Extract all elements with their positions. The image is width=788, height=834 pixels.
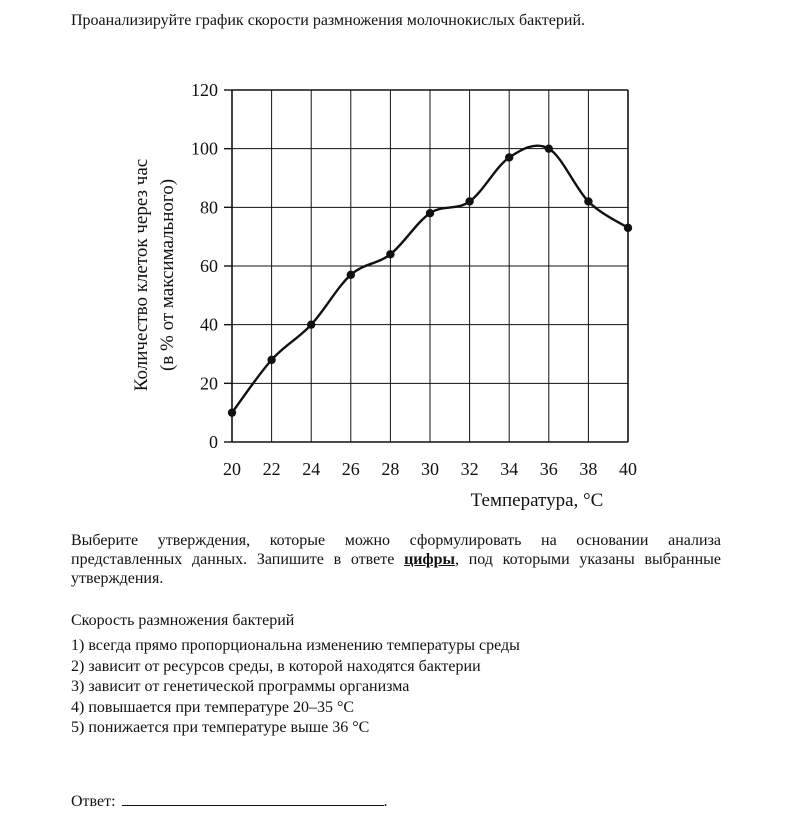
data-point [545,144,553,152]
option-2: 2) зависит от ресурсов среды, в которой находятся бактерии [71,657,481,675]
data-point [584,197,592,205]
task-intro: Проанализируйте график скорости размножения молочнокислых бактерий. [71,12,586,29]
data-point [465,197,473,205]
x-tick-label: 28 [381,459,400,479]
y-tick-label: 40 [200,314,218,335]
y-tick-label: 120 [191,80,218,100]
x-tick-label: 34 [500,459,519,479]
x-tick-label: 36 [539,459,558,479]
y-tick-label: 0 [209,432,218,452]
chart-ticks [191,80,637,479]
chart-grid [224,90,628,442]
task-instruction [71,531,721,588]
x-tick-label: 24 [302,459,321,479]
growth-chart [0,70,788,520]
options-list [71,636,520,739]
instruction-text-1: Выберите утверждения, которые можно сформулировать на основании анализа представленных данных. Запишите в ответе [71,532,721,568]
y-tick-label: 80 [200,197,218,218]
instruction-text-2: , под которыми указаны выбранные утверждения. [71,551,721,587]
y-axis-label-line2: (в % от максимального) [157,178,178,372]
data-point [307,320,315,328]
option-1: 1) всегда прямо пропорциональна изменению температуры среды [71,637,520,654]
x-axis-label: Температура, °C [470,490,604,511]
data-point [426,209,434,217]
option-5: 5) понижается при температуре выше 36 °C [71,719,370,736]
data-point [386,250,394,258]
question-stem: Скорость размножения бактерий [71,612,295,629]
x-tick-label: 32 [460,459,479,479]
x-tick-label: 26 [341,459,360,479]
data-point [347,271,355,279]
y-axis-label-line1: Количество клеток через час [131,158,152,392]
data-point [505,153,513,161]
x-tick-label: 40 [619,459,637,479]
data-point [267,356,275,364]
y-tick-label: 20 [200,373,218,394]
x-tick-label: 38 [579,459,598,479]
answer-end: . [383,793,388,810]
option-4: 4) повышается при температуре 20–35 °C [71,698,355,716]
answer-row [71,789,388,812]
y-tick-label: 100 [191,138,218,159]
y-tick-label: 60 [200,256,218,276]
option-3: 3) зависит от генетической программы организма [71,678,410,695]
data-point [624,224,632,232]
x-tick-label: 30 [421,459,439,479]
answer-label: Ответ: [71,793,116,810]
instruction-bold-word: цифры [404,551,455,568]
data-point [228,408,236,416]
x-tick-label: 20 [223,459,241,479]
x-tick-label: 22 [262,459,281,479]
answer-field[interactable] [122,789,384,806]
